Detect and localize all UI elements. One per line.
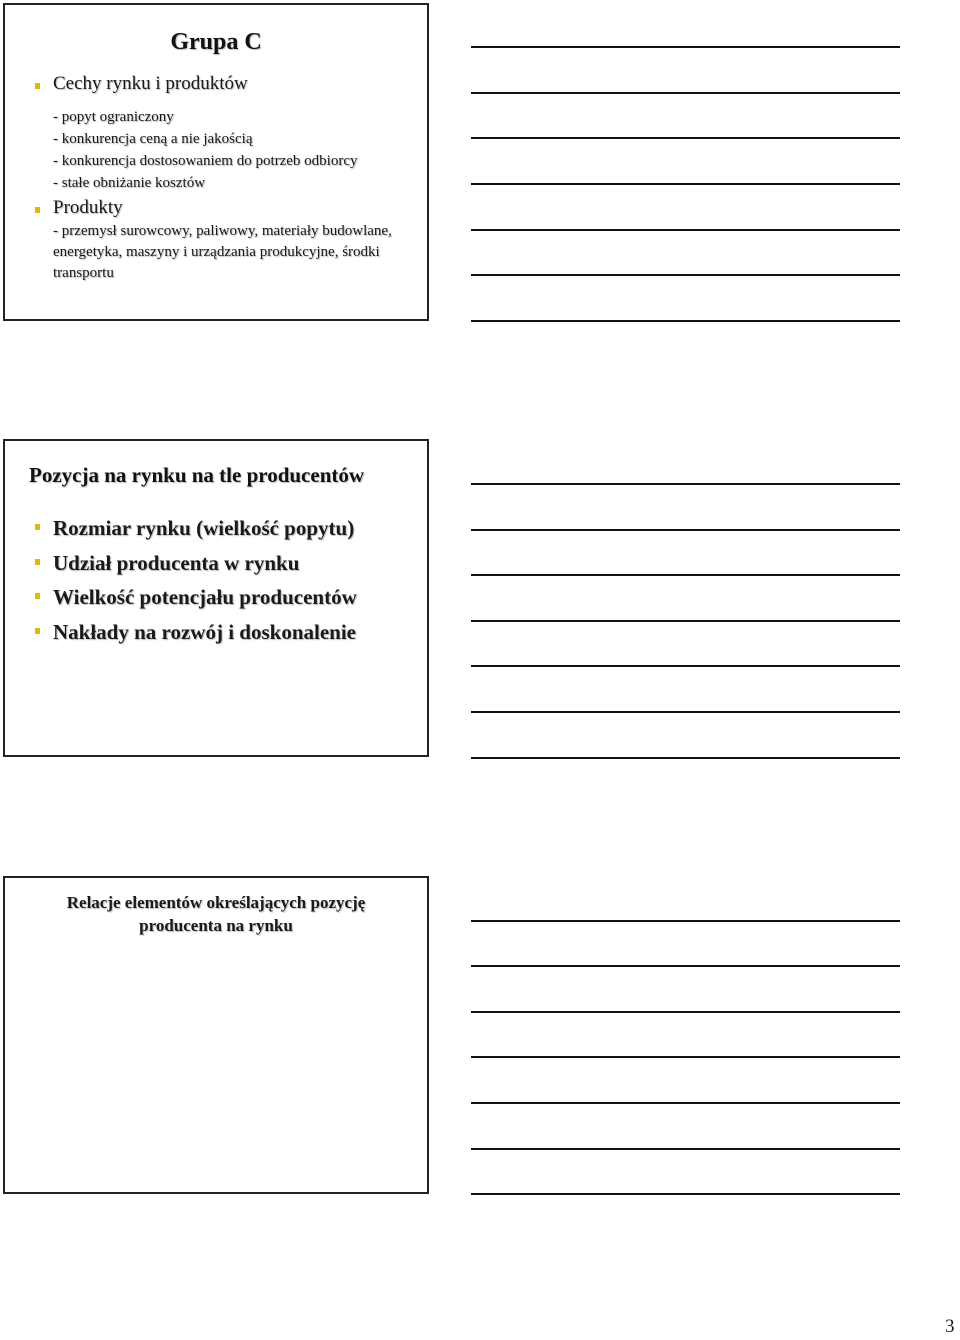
list-item: - konkurencja ceną a nie jakością: [53, 131, 253, 147]
slide-3-title-line-1: Relacje elementów określających pozycję: [66, 893, 366, 912]
note-line: [471, 574, 900, 576]
slide-1-title: Grupa C: [170, 29, 262, 55]
heading-market-features: Cechy rynku i produktów: [5, 73, 248, 95]
list-item: Nakłady na rozwój i doskonalenie: [5, 615, 357, 650]
note-line: [471, 1148, 900, 1150]
note-line: [471, 620, 900, 622]
note-line: [471, 920, 900, 922]
note-line: [471, 1102, 900, 1104]
note-line: [471, 757, 900, 759]
list-item: - popyt ograniczony: [53, 109, 174, 125]
note-line: [471, 665, 900, 667]
note-line: [471, 711, 900, 713]
slide-1: [3, 3, 429, 321]
list-item: Udział producenta w rynku: [5, 546, 357, 581]
slide-2: [3, 439, 429, 757]
position-factors-list: [5, 511, 357, 649]
slide-3: [3, 876, 429, 1194]
slide-3-title: [5, 891, 427, 937]
list-item: Wielkość potencjału producentów: [5, 580, 357, 615]
note-line: [471, 46, 900, 48]
page-number: 3: [945, 1316, 955, 1337]
note-line: [471, 529, 900, 531]
note-line: [471, 320, 900, 322]
list-item: - konkurencja dostosowaniem do potrzeb odbiorcy: [53, 153, 358, 169]
note-line: [471, 137, 900, 139]
note-line: [471, 483, 900, 485]
slide-2-title: Pozycja na rynku na tle producentów: [29, 463, 365, 487]
market-features-list: [53, 106, 358, 194]
list-item: Rozmiar rynku (wielkość popytu): [5, 511, 357, 546]
note-line: [471, 229, 900, 231]
note-line: [471, 1011, 900, 1013]
note-line: [471, 1056, 900, 1058]
products-text: - przemysł surowcowy, paliwowy, materiały budowlane, energetyka, maszyny i urządzania produkcyjne, środki transportu: [53, 223, 392, 281]
note-line: [471, 92, 900, 94]
note-line: [471, 183, 900, 185]
note-line: [471, 274, 900, 276]
list-item: - stałe obniżanie kosztów: [53, 175, 206, 191]
slide-3-title-line-2: producenta na rynku: [139, 916, 293, 935]
heading-products: Produkty: [5, 197, 123, 219]
note-line: [471, 965, 900, 967]
note-line: [471, 1193, 900, 1195]
